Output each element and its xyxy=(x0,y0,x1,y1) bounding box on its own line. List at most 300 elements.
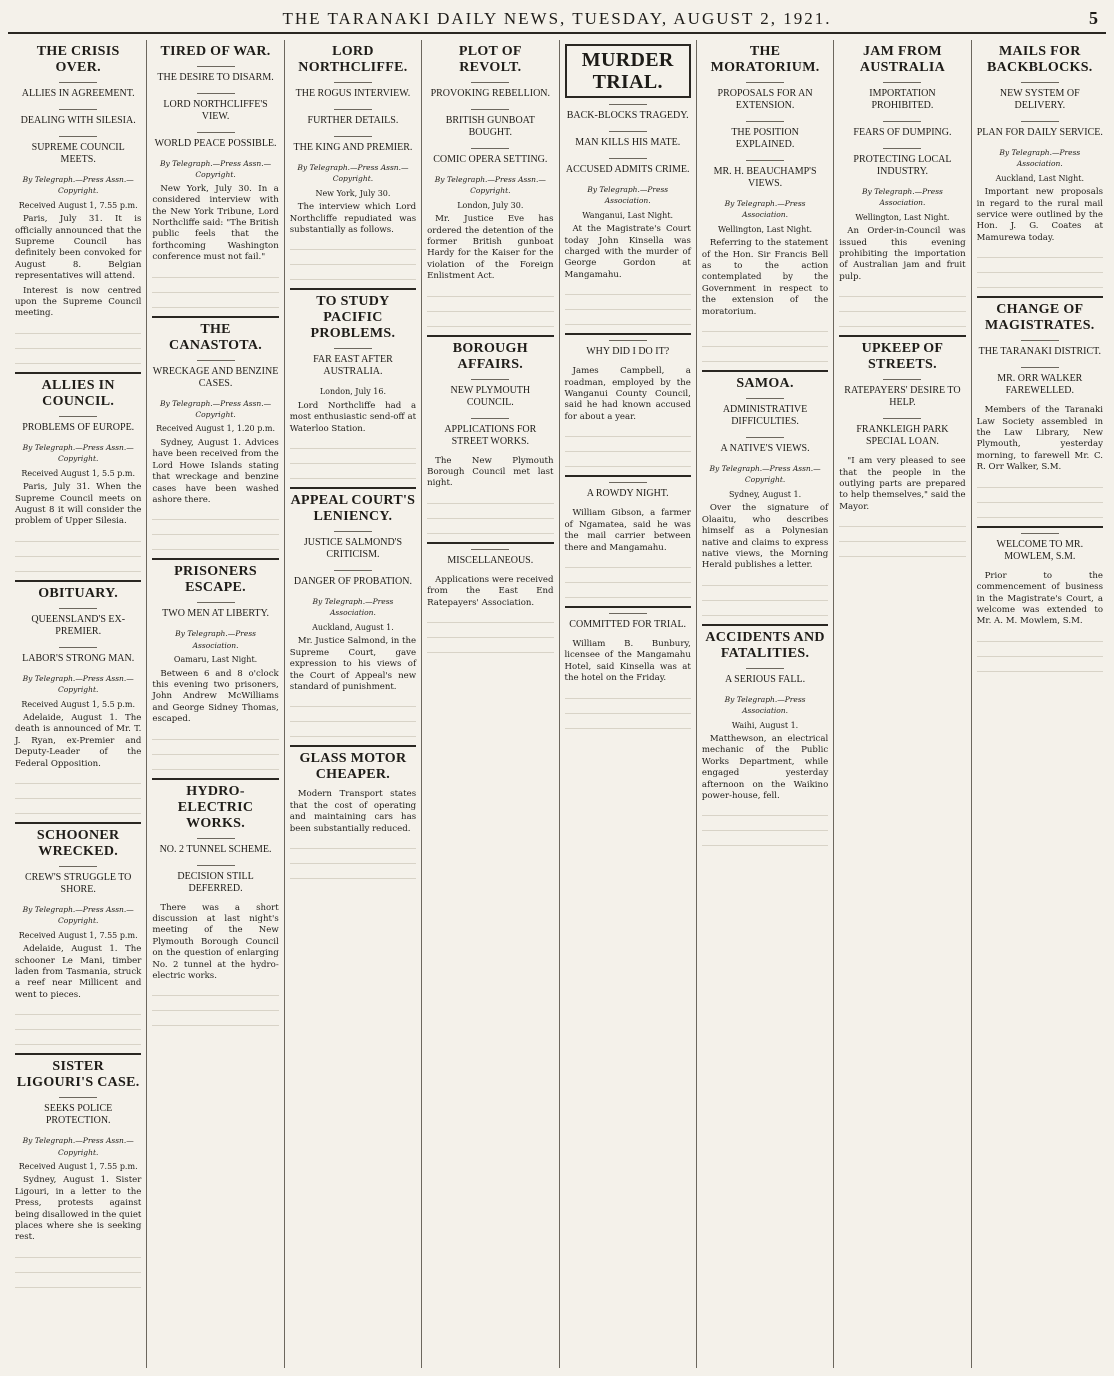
byline: By Telegraph.—Press Assn.—Copyright. xyxy=(22,1136,134,1157)
subheadline: PROTECTING LOCAL INDUSTRY. xyxy=(853,154,952,177)
byline: By Telegraph.—Press Association. xyxy=(861,187,943,208)
article-paragraph: William B. Bunbury, licensee of the Mangamahu Hotel, said Kinsella was at the hotel on the Friday. xyxy=(564,638,691,684)
article xyxy=(152,558,278,769)
illegible-text-line xyxy=(427,523,553,534)
subheadline: ALLIES IN AGREEMENT. xyxy=(21,88,135,99)
article-paragraph: Mr. Justice Salmond, in the Supreme Court, gave expression to his views of the Court of Appeal's new standard of punishment. xyxy=(289,636,417,692)
article-paragraph: Members of the Taranaki Law Society assembled in the Law Library, New Plymouth, yesterday morning, to farewell Mr. C. R. Orr Walker, S.M. xyxy=(976,405,1103,473)
deck-rule xyxy=(334,531,372,532)
illegible-text-line xyxy=(290,254,416,265)
subheadline: A NATIVE'S VIEWS. xyxy=(720,443,810,455)
article-paragraph: Paris, July 31. It is officially announced that the Supreme Council has definitely been convoked for August 8. Belgian representatives will attend. xyxy=(15,214,142,282)
deck-rule xyxy=(883,82,921,83)
headline: THE CANASTOTA. xyxy=(169,321,263,353)
article xyxy=(152,44,278,308)
headline: LORD NORTHCLIFFE. xyxy=(298,44,408,75)
illegible-text-line xyxy=(15,353,141,364)
illegible-text-line xyxy=(152,297,278,308)
deck-rule xyxy=(59,1097,97,1098)
headline: OBITUARY. xyxy=(38,585,119,601)
headline: TIRED OF WAR. xyxy=(160,44,271,59)
dateline: Wanganui, Last Night. xyxy=(582,210,674,220)
article-divider xyxy=(290,745,416,747)
dateline: Sydney, August 1. xyxy=(728,489,802,499)
illegible-text-line xyxy=(152,759,278,770)
article-paragraph: Paris, July 31. When the Supreme Council meets on August 8 it will consider the problem of Upper Silesia. xyxy=(15,482,142,527)
article-paragraph: Prior to the commencement of business in the Magistrate's Court, a welcome was extended to Mr. A. M. Mowlem, S.M. xyxy=(976,570,1103,627)
deck-rule xyxy=(1021,533,1059,534)
headline: SAMOA. xyxy=(736,376,794,392)
subheadline: WORLD PEACE POSSIBLE. xyxy=(154,138,277,149)
masthead-title: THE TARANAKI DAILY NEWS, TUESDAY, AUGUST 2, 1921. xyxy=(282,9,832,28)
article-divider xyxy=(839,335,965,337)
dateline: Auckland, August 1. xyxy=(312,622,394,632)
subheadline: WELCOME TO MR. MOWLEM, S.M. xyxy=(996,538,1084,562)
illegible-text-line xyxy=(15,531,141,542)
dateline: Received August 1, 5.5 p.m. xyxy=(21,468,136,478)
subheadline: DANGER OF PROBATION. xyxy=(293,576,412,588)
column-5 xyxy=(559,40,696,1368)
illegible-text-line xyxy=(290,868,416,879)
subheadline: RATEPAYERS' DESIRE TO HELP. xyxy=(844,385,961,409)
article xyxy=(15,1053,141,1288)
article-paragraph: Referring to the statement of the Hon. Sir Francis Bell as to the action contemplated by the Government in respect to the extension of the moratorium. xyxy=(701,238,829,317)
illegible-text-line xyxy=(427,642,553,653)
illegible-text-line xyxy=(15,1034,141,1045)
deck-rule xyxy=(1021,82,1059,83)
illegible-text-line xyxy=(427,316,553,327)
byline: By Telegraph.—Press Assn.—Copyright. xyxy=(22,175,134,196)
subheadline: FAR EAST AFTER AUSTRALIA. xyxy=(313,354,393,378)
dateline: Auckland, Last Night. xyxy=(995,173,1085,183)
article xyxy=(839,335,965,557)
deck-rule xyxy=(334,348,372,349)
article-paragraph: An Order-in-Council was issued this evening prohibiting the importation of Australian jam and fruit pulp. xyxy=(839,226,966,282)
byline: By Telegraph.—Press Association. xyxy=(724,694,806,716)
illegible-text-line xyxy=(152,744,278,755)
subheadline: APPLICATIONS FOR STREET WORKS. xyxy=(444,423,537,447)
article-paragraph: Between 6 and 8 o'clock this evening two prisoners, John Andrew McWilliams and George Sidney Thomas, escaped. xyxy=(152,668,279,725)
article-divider xyxy=(565,475,691,477)
dateline: Received August 1, 7.55 p.m. xyxy=(18,200,138,210)
illegible-text-line xyxy=(152,539,278,550)
illegible-text-line xyxy=(290,726,416,737)
illegible-text-line xyxy=(702,336,828,347)
article-paragraph: Modern Transport states that the cost of operating and maintaining cars has been substantially reduced. xyxy=(289,789,417,834)
subheadline: THE DESIRE TO DISARM. xyxy=(157,72,274,83)
deck-rule xyxy=(59,136,97,137)
illegible-text-line xyxy=(290,269,416,280)
illegible-text-line xyxy=(15,323,141,334)
illegible-text-line xyxy=(152,282,278,293)
illegible-text-line xyxy=(15,803,141,814)
illegible-text-line xyxy=(15,773,141,784)
article xyxy=(702,44,828,362)
illegible-text-line xyxy=(839,531,965,542)
deck-rule xyxy=(609,340,647,341)
article-columns xyxy=(10,40,1108,1368)
headline: THE MORATORIUM. xyxy=(710,44,820,75)
article-divider xyxy=(702,624,828,626)
subheadline: THE KING AND PREMIER. xyxy=(293,142,413,153)
deck-rule xyxy=(197,93,235,94)
article-paragraph: At the Magistrate's Court today John Kinsella was charged with the murder of George Gordon at Mangamahu. xyxy=(564,224,691,280)
subheadline: QUEENSLAND'S EX-PREMIER. xyxy=(31,613,126,637)
article xyxy=(565,475,691,598)
illegible-text-line xyxy=(15,1004,141,1015)
subheadline: DEALING WITH SILESIA. xyxy=(20,115,136,126)
illegible-text-line xyxy=(152,1000,278,1011)
dateline: Wellington, Last Night. xyxy=(718,224,813,234)
subheadline: MR. H. BEAUCHAMP'S VIEWS. xyxy=(713,166,817,189)
article-divider xyxy=(702,370,828,372)
deck-rule xyxy=(746,121,784,122)
article-divider xyxy=(15,1053,141,1055)
byline: By Telegraph.—Press Association. xyxy=(724,199,806,220)
article-paragraph: Adelaide, August 1. The death is announced of Mr. T. J. Ryan, ex-Premier and Deputy-Leader of the Federal Opposition. xyxy=(15,712,142,769)
byline: By Telegraph.—Press Assn.—Copyright. xyxy=(159,398,272,420)
subheadline: LABOR'S STRONG MAN. xyxy=(22,652,135,664)
subheadline: LORD NORTHCLIFFE'S VIEW. xyxy=(163,99,268,122)
deck-rule xyxy=(197,865,235,866)
article xyxy=(15,580,141,814)
article-paragraph: Lord Northcliffe had a most enthusiastic send-off at Waterloo Station. xyxy=(289,400,417,434)
dateline: London, July 30. xyxy=(457,200,524,210)
column-6 xyxy=(696,40,833,1368)
article-divider xyxy=(15,372,141,374)
article-divider xyxy=(565,333,691,335)
headline: SISTER LIGOURI'S CASE. xyxy=(16,1059,140,1091)
article-paragraph: Interest is now centred upon the Supreme Council meeting. xyxy=(15,285,142,319)
illegible-text-line xyxy=(565,718,691,729)
deck-rule xyxy=(883,148,921,149)
illegible-text-line xyxy=(15,338,141,349)
illegible-text-line xyxy=(290,853,416,864)
subheadline: MISCELLANEOUS. xyxy=(447,554,534,566)
headline: JAM FROM AUSTRALIA xyxy=(859,44,946,75)
subheadline: FURTHER DETAILS. xyxy=(307,115,399,126)
masthead xyxy=(8,6,1106,34)
illegible-text-line xyxy=(702,605,828,616)
deck-rule xyxy=(883,121,921,122)
column-3 xyxy=(284,40,421,1368)
subheadline: PROBLEMS OF EUROPE. xyxy=(22,421,135,433)
column-7 xyxy=(833,40,970,1368)
subheadline: A ROWDY NIGHT. xyxy=(586,488,669,500)
illegible-text-line xyxy=(977,277,1103,288)
article-paragraph: "I am very pleased to see that the people in the outlying parts are prepared to help themselves," said the Mayor. xyxy=(839,456,966,512)
byline: By Telegraph.—Press Association. xyxy=(999,148,1081,169)
deck-rule xyxy=(1021,340,1059,341)
article-divider xyxy=(15,822,141,824)
subheadline: BRITISH GUNBOAT BOUGHT. xyxy=(445,115,535,138)
article xyxy=(702,370,828,616)
illegible-text-line xyxy=(427,493,553,504)
deck-rule xyxy=(746,398,784,399)
deck-rule xyxy=(59,608,97,609)
deck-rule xyxy=(334,136,372,137)
byline: By Telegraph.—Press Assn.—Copyright. xyxy=(159,159,272,180)
deck-rule xyxy=(197,132,235,133)
illegible-text-line xyxy=(565,587,691,598)
article xyxy=(427,542,553,653)
article-paragraph: Sydney, August 1. Advices have been received from the Lord Howe Islands stating that wreckage and benzine cases have been washed ashore there. xyxy=(152,437,279,505)
illegible-text-line xyxy=(15,1247,141,1258)
headline: PRISONERS ESCAPE. xyxy=(174,564,257,596)
illegible-text-line xyxy=(427,627,553,638)
illegible-text-line xyxy=(702,351,828,362)
dateline: Received August 1, 7.55 p.m. xyxy=(18,930,138,940)
illegible-text-line xyxy=(565,703,691,714)
subheadline: SEEKS POLICE PROTECTION. xyxy=(44,1103,113,1127)
headline: APPEAL COURT'S LENIENCY. xyxy=(290,493,416,525)
dateline: Waihi, August 1. xyxy=(731,720,799,730)
illegible-text-line xyxy=(839,316,965,327)
article-divider xyxy=(977,526,1103,528)
deck-rule xyxy=(609,482,647,483)
deck-rule xyxy=(883,379,921,380)
illegible-text-line xyxy=(15,1019,141,1030)
illegible-text-line xyxy=(15,1277,141,1288)
subheadline: PLAN FOR DAILY SERVICE. xyxy=(976,127,1103,138)
deck-rule xyxy=(59,647,97,648)
article-paragraph: Matthewson, an electrical mechanic of the Public Works Department, while engaged yesterday afternoon on the Waikino power-house, fell. xyxy=(701,733,829,801)
subheadline: NO. 2 TUNNEL SCHEME. xyxy=(159,843,272,855)
illegible-text-line xyxy=(427,286,553,297)
column-2 xyxy=(146,40,283,1368)
illegible-text-line xyxy=(427,612,553,623)
article-paragraph: The New Plymouth Borough Council met last night. xyxy=(427,455,554,489)
headline: ALLIES IN COUNCIL. xyxy=(41,377,115,409)
illegible-text-line xyxy=(15,1262,141,1273)
subheadline: NEW PLYMOUTH COUNCIL. xyxy=(450,384,531,408)
subheadline: CREW'S STRUGGLE TO SHORE. xyxy=(24,871,132,895)
article-divider xyxy=(152,778,278,780)
subheadline: ACCUSED ADMITS CRIME. xyxy=(565,164,690,175)
subheadline: MR. ORR WALKER FAREWELLED. xyxy=(997,373,1083,397)
headline: CHANGE OF MAGISTRATES. xyxy=(985,302,1095,334)
column-4 xyxy=(421,40,558,1368)
illegible-text-line xyxy=(565,688,691,699)
illegible-text-line xyxy=(152,509,278,520)
deck-rule xyxy=(471,418,509,419)
illegible-text-line xyxy=(565,314,691,325)
illegible-text-line xyxy=(977,631,1103,642)
subheadline: NEW SYSTEM OF DELIVERY. xyxy=(999,88,1080,111)
article xyxy=(702,624,828,847)
subheadline: COMMITTED FOR TRIAL. xyxy=(569,618,687,630)
subheadline: THE POSITION EXPLAINED. xyxy=(731,127,799,150)
byline: By Telegraph.—Press Assn.—Copyright. xyxy=(709,464,821,485)
headline: SCHOONER WRECKED. xyxy=(36,827,120,859)
subheadline: FEARS OF DUMPING. xyxy=(853,127,952,138)
headline: ACCIDENTS AND FATALITIES. xyxy=(705,629,825,661)
article xyxy=(977,296,1103,517)
deck-rule xyxy=(1021,367,1059,368)
illegible-text-line xyxy=(290,239,416,250)
subheadline: PROPOSALS FOR AN EXTENSION. xyxy=(717,88,813,111)
deck-rule xyxy=(1021,121,1059,122)
subheadline: THE TARANAKI DISTRICT. xyxy=(978,346,1102,358)
dateline: New York, July 30. xyxy=(315,188,391,198)
byline: By Telegraph.—Press Association. xyxy=(312,597,394,618)
deck-rule xyxy=(334,82,372,83)
illegible-text-line xyxy=(15,788,141,799)
deck-rule xyxy=(59,109,97,110)
dateline: Received August 1, 5.5 p.m. xyxy=(21,699,136,709)
article xyxy=(565,44,691,325)
illegible-text-line xyxy=(565,299,691,310)
deck-rule xyxy=(471,379,509,380)
article xyxy=(565,606,691,729)
article xyxy=(565,333,691,467)
illegible-text-line xyxy=(427,301,553,312)
deck-rule xyxy=(746,437,784,438)
illegible-text-line xyxy=(702,575,828,586)
article-divider xyxy=(977,296,1103,298)
deck-rule xyxy=(471,82,509,83)
article xyxy=(290,288,416,479)
illegible-text-line xyxy=(565,284,691,295)
byline: By Telegraph.—Press Assn.—Copyright. xyxy=(22,904,134,926)
article-paragraph: Over the signature of Olaaitu, who describes himself as a Polynesian native and claims to express native views, the Morning Herald publishes a letter. xyxy=(701,503,829,571)
article-divider xyxy=(290,288,416,290)
illegible-text-line xyxy=(290,838,416,849)
headline: MURDER TRIAL. xyxy=(565,44,691,98)
illegible-text-line xyxy=(702,590,828,601)
subheadline: ADMINISTRATIVE DIFFICULTIES. xyxy=(722,404,808,428)
article-paragraph: Mr. Justice Eve has ordered the detention of the former British gunboat Hardy for the Kaiser for the violation of the Foreign Enlistment Act. xyxy=(427,214,554,282)
article-paragraph: The interview which Lord Northcliffe repudiated was substantially as follows. xyxy=(289,202,417,236)
article xyxy=(977,44,1103,288)
illegible-text-line xyxy=(977,646,1103,657)
headline: TO STUDY PACIFIC PROBLEMS. xyxy=(310,294,396,342)
byline: By Telegraph.—Press Assn.—Copyright. xyxy=(22,442,134,464)
illegible-text-line xyxy=(977,661,1103,672)
illegible-text-line xyxy=(152,267,278,278)
dateline: Received August 1, 1.20 p.m. xyxy=(156,424,275,434)
column-8 xyxy=(971,40,1108,1368)
illegible-text-line xyxy=(839,516,965,527)
deck-rule xyxy=(197,602,235,603)
illegible-text-line xyxy=(565,456,691,467)
article-paragraph: Important new proposals in regard to the rural mail service were outlined by the Hon. J. G. Coates at Mamurewa today. xyxy=(976,187,1103,243)
dateline: Received August 1, 7.55 p.m. xyxy=(18,1162,138,1172)
article-paragraph: William Gibson, a farmer of Ngamatea, said he was the mail carrier between there and Mangamahu. xyxy=(564,508,691,553)
illegible-text-line xyxy=(839,301,965,312)
subheadline: A SERIOUS FALL. xyxy=(725,673,806,685)
article xyxy=(290,745,416,879)
deck-rule xyxy=(197,838,235,839)
page-number: 5 xyxy=(1089,8,1100,28)
illegible-text-line xyxy=(152,1015,278,1026)
deck-rule xyxy=(883,418,921,419)
deck-rule xyxy=(59,416,97,417)
article xyxy=(290,487,416,737)
article xyxy=(15,44,141,364)
deck-rule xyxy=(334,570,372,571)
byline: By Telegraph.—Press Association. xyxy=(175,629,257,650)
article-paragraph: James Campbell, a roadman, employed by the Wanganui County Council, said he had known accused for about a year. xyxy=(564,366,691,422)
byline: By Telegraph.—Press Assn.—Copyright. xyxy=(434,175,546,196)
illegible-text-line xyxy=(152,524,278,535)
article-divider xyxy=(152,558,278,560)
subheadline: THE ROGUS INTERVIEW. xyxy=(295,88,411,99)
illegible-text-line xyxy=(427,508,553,519)
article xyxy=(15,822,141,1045)
headline: UPKEEP OF STREETS. xyxy=(861,341,944,373)
deck-rule xyxy=(746,82,784,83)
headline: GLASS MOTOR CHEAPER. xyxy=(299,751,407,783)
subheadline: WRECKAGE AND BENZINE CASES. xyxy=(152,365,279,389)
subheadline: DECISION STILL DEFERRED. xyxy=(177,870,254,894)
dateline: Oamaru, Last Night. xyxy=(173,655,258,665)
headline: BOROUGH AFFAIRS. xyxy=(452,340,528,372)
headline: THE CRISIS OVER. xyxy=(36,44,120,75)
article xyxy=(290,44,416,280)
subheadline: WHY DID I DO IT? xyxy=(586,346,670,358)
deck-rule xyxy=(609,158,647,159)
deck-rule xyxy=(334,109,372,110)
dateline: London, July 16. xyxy=(319,387,387,397)
article xyxy=(427,44,553,327)
illegible-text-line xyxy=(839,546,965,557)
article-paragraph: There was a short discussion at last night's meeting of the New Plymouth Borough Council on the question of enlarging No. 2 tunnel at the hydro-electric works. xyxy=(152,902,279,981)
article-paragraph: New York, July 30. In a considered interview with the New York Tribune, Lord Northcliffe said: "The British public feels that the forthcoming Washington conference must not fail." xyxy=(152,183,279,263)
subheadline: SUPREME COUNCIL MEETS. xyxy=(31,142,125,165)
illegible-text-line xyxy=(977,262,1103,273)
article xyxy=(152,778,278,1027)
deck-rule xyxy=(197,66,235,67)
illegible-text-line xyxy=(977,507,1103,518)
article-paragraph: Applications were received from the East End Ratepayers' Association. xyxy=(427,574,554,608)
headline: MAILS FOR BACKBLOCKS. xyxy=(987,44,1093,75)
illegible-text-line xyxy=(290,696,416,707)
deck-rule xyxy=(471,549,509,550)
illegible-text-line xyxy=(15,546,141,557)
subheadline: IMPORTATION PROHIBITED. xyxy=(869,88,936,111)
illegible-text-line xyxy=(565,572,691,583)
subheadline: TWO MEN AT LIBERTY. xyxy=(162,608,269,620)
subheadline: JUSTICE SALMOND'S CRITICISM. xyxy=(303,537,403,561)
article xyxy=(15,372,141,572)
illegible-text-line xyxy=(152,985,278,996)
deck-rule xyxy=(197,360,235,361)
article xyxy=(427,335,553,534)
deck-rule xyxy=(59,866,97,867)
illegible-text-line xyxy=(977,477,1103,488)
deck-rule xyxy=(746,668,784,669)
deck-rule xyxy=(471,109,509,110)
article-divider xyxy=(427,542,553,544)
illegible-text-line xyxy=(702,321,828,332)
subheadline: COMIC OPERA SETTING. xyxy=(433,154,548,165)
illegible-text-line xyxy=(290,711,416,722)
deck-rule xyxy=(471,148,509,149)
article-divider xyxy=(427,335,553,337)
subheadline: PROVOKING REBELLION. xyxy=(430,88,551,99)
article-paragraph: Adelaide, August 1. The schooner Le Mani, timber laden from Tasmania, struck a reef near Millicent and went to pieces. xyxy=(15,944,142,1000)
illegible-text-line xyxy=(702,820,828,831)
article-divider xyxy=(152,316,278,318)
byline: By Telegraph.—Press Assn.—Copyright. xyxy=(22,673,134,695)
subheadline: MAN KILLS HIS MATE. xyxy=(575,137,681,148)
headline: HYDRO-ELECTRIC WORKS. xyxy=(177,783,254,831)
deck-rule xyxy=(609,613,647,614)
illegible-text-line xyxy=(702,805,828,816)
headline: PLOT OF REVOLT. xyxy=(458,44,522,75)
byline: By Telegraph.—Press Association. xyxy=(587,185,669,206)
